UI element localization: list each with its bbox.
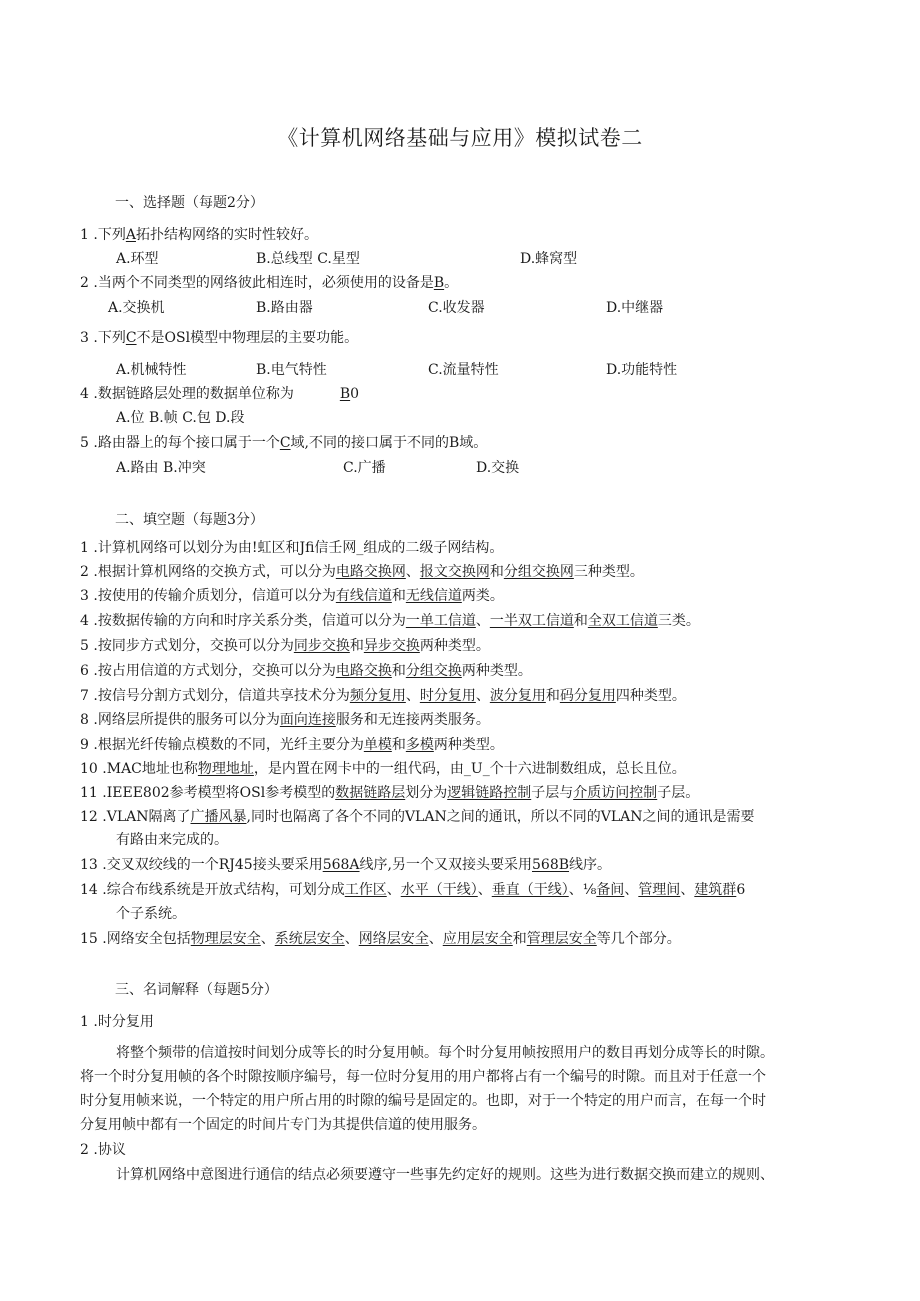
answer: 频分复用: [349, 688, 406, 704]
question-text: 不是OSl模型中物理层的主要功能。: [136, 330, 359, 346]
option: B.电气特性: [256, 362, 327, 378]
question-text: .按使用的传输介质划分，信道可以分为: [93, 588, 336, 604]
option: B.路由器: [256, 300, 313, 316]
question-text: 划分为: [405, 785, 448, 801]
answer: 时分复用: [419, 688, 476, 704]
question-text: .根据计算机网络的交换方式，可以分为: [93, 564, 336, 580]
question-text: 、: [428, 931, 443, 947]
fill-question-6: [80, 661, 532, 681]
question-number: 1: [80, 540, 89, 556]
question-text: 、: [680, 882, 695, 898]
question-text: .下列: [93, 330, 126, 346]
answer: 管理层安全: [526, 931, 597, 947]
question-number: 4: [80, 613, 89, 629]
option: C.广播: [343, 460, 386, 476]
answer: 单模: [363, 737, 392, 753]
question-number: 4: [80, 386, 89, 402]
question-text: .下列: [93, 227, 126, 243]
question-number: 2: [80, 1142, 89, 1158]
answer: 物理层安全: [190, 931, 261, 947]
term-paragraph-line: 分复用帧中都有一个固定的时间片专门为其提供信道的使用服务。: [80, 1117, 486, 1133]
question-text: .按同步方式划分，交换可以分为: [93, 638, 294, 654]
fill-question-3: [80, 586, 504, 606]
answer: 逻辑链路控制: [447, 785, 532, 801]
fill-question-7: [80, 686, 686, 706]
answer: 同步交换: [293, 638, 350, 654]
question-text: .网络安全包括: [102, 931, 191, 947]
answer: 多模: [405, 737, 434, 753]
question-text: .路由器上的每个接口属于一个: [93, 435, 280, 451]
question-text: .按信号分割方式划分，信道共享技术分为: [93, 688, 350, 704]
choice-question-3: [80, 328, 358, 348]
question-text: 、⅛: [568, 882, 597, 898]
answer: 网络层安全: [358, 931, 429, 947]
question-text: 和: [391, 663, 406, 679]
answer: 码分复用: [559, 688, 616, 704]
term-paragraph-line: 将一个时分复用帧的各个时隙按顺序编号，每一位时分复用的用户都将占有一个编号的时隙。而且对于任意一个: [80, 1069, 766, 1085]
question-number: 8: [80, 712, 89, 728]
fill-question-4: [80, 611, 700, 631]
answer: 水平（干线）: [400, 882, 478, 898]
question-number: 11: [80, 785, 98, 801]
term-2-heading: [80, 1140, 126, 1160]
choice-question-5: [80, 433, 487, 453]
section-heading-terms: 三、名词解释（每题5分）: [115, 982, 278, 998]
question-text: .按数据传输的方向和时序关系分类，信道可以分为: [93, 613, 406, 629]
question-text: .网络层所提供的服务可以分为: [93, 712, 280, 728]
answer: 物理地址: [197, 761, 254, 777]
question-text: 。: [444, 275, 459, 291]
question-text: 两种类型。: [419, 638, 490, 654]
question-text: 、: [405, 688, 420, 704]
answer: C: [279, 435, 291, 451]
answer: 568B: [532, 857, 570, 873]
fill-question-15: [80, 929, 681, 949]
question-continuation: 有路由来完成的。: [116, 832, 228, 848]
term-paragraph-line: 将整个频带的信道按时间划分成等长的时分复用帧。每个时分复用帧按照用户的数目再划分成等长的时隙。: [116, 1045, 774, 1061]
question-text: ，是内置在网卡中的一组代码，由_U_个十六进制数组成，总长且位。: [253, 761, 686, 777]
answer: C: [125, 330, 137, 346]
section-heading-fill: 二、填空题（每题3分）: [115, 512, 264, 528]
question-number: 15: [80, 931, 98, 947]
question-number: 6: [80, 663, 89, 679]
fill-question-13: [80, 855, 611, 875]
answer: 分组交换: [405, 663, 462, 679]
question-text: 、: [477, 882, 492, 898]
question-text: .按占用信道的方式划分，交换可以分为: [93, 663, 336, 679]
question-text: 、: [475, 688, 490, 704]
answer: 分组交换网: [503, 564, 574, 580]
answer: 应用层安全: [442, 931, 513, 947]
question-text: .MAC地址也称: [102, 761, 198, 777]
fill-question-10: [80, 759, 686, 779]
question-text: 和: [349, 638, 364, 654]
answer: 介质访问控制: [573, 785, 658, 801]
answer: 波分复用: [489, 688, 546, 704]
answer: 管理间: [638, 882, 681, 898]
answer: 建筑群: [694, 882, 737, 898]
question-text: 等几个部分。: [596, 931, 681, 947]
answer: A: [125, 227, 136, 243]
question-text: 子层与: [531, 785, 574, 801]
term-paragraph-line: 计算机网络中意图进行通信的结点必须要遵守一些事先约定好的规则。这些为进行数据交换而建立的规则、: [116, 1167, 774, 1183]
question-text: 和: [489, 564, 504, 580]
question-text: 和: [391, 588, 406, 604]
answer: 广播风暴: [190, 809, 247, 825]
answer: 电路交换网: [335, 564, 406, 580]
question-number: 9: [80, 737, 89, 753]
question-text: 域,不同的接口属于不同的B域。: [290, 435, 488, 451]
question-text: 线序,另一个又双接头要采用: [359, 857, 532, 873]
term-paragraph-line: 时分复用帧来说，一个特定的用户所占用的时隙的编号是固定的。也即，对于一个特定的用户而言，在每一个时: [80, 1093, 766, 1109]
fill-question-11: [80, 783, 699, 803]
question-text: .综合布线系统是开放式结构，可划分成: [102, 882, 345, 898]
question-text: 服务和无连接两类服务。: [335, 712, 490, 728]
answer: B: [433, 275, 445, 291]
question-number: 2: [80, 275, 89, 291]
question-text: 子层。: [657, 785, 700, 801]
choice-question-4: [80, 384, 359, 404]
question-text: 三种类型。: [573, 564, 644, 580]
term-1-heading: [80, 1012, 154, 1032]
option: D.蜂窝型: [520, 251, 578, 267]
question-number: 5: [80, 638, 89, 654]
option: D.中继器: [606, 300, 664, 316]
answer: 一单工信道: [405, 613, 476, 629]
question-number: 13: [80, 857, 98, 873]
answer: 异步交换: [363, 638, 420, 654]
answer: 垂直（干线）: [491, 882, 569, 898]
question-text: .IEEE802参考模型将OSl参考模型的: [102, 785, 336, 801]
option: A.环型: [116, 251, 159, 267]
question-text: 、: [344, 931, 359, 947]
option: D.功能特性: [606, 362, 678, 378]
option: A.位 B.帧 C.包 D.段: [116, 410, 245, 426]
question-text: 和: [573, 613, 588, 629]
question-number: 12: [80, 809, 98, 825]
question-text: 和: [545, 688, 560, 704]
question-number: 14: [80, 882, 98, 898]
choice-question-1: [80, 225, 318, 245]
question-number: 2: [80, 564, 89, 580]
fill-question-8: [80, 710, 490, 730]
section-heading-choice: 一、选择题（每题2分）: [115, 195, 264, 211]
answer: 面向连接: [279, 712, 336, 728]
fill-question-5: [80, 636, 490, 656]
question-text: .VLAN隔离了: [102, 809, 191, 825]
question-number: 7: [80, 688, 89, 704]
question-text: .根据光纤传输点模数的不同，光纤主要分为: [93, 737, 364, 753]
choice-question-2: [80, 273, 458, 293]
question-text: 、: [405, 564, 420, 580]
question-number: 10: [80, 761, 98, 777]
question-text: 和: [512, 931, 527, 947]
question-text: 两种类型。: [461, 663, 532, 679]
answer: 系统层安全: [274, 931, 345, 947]
question-text: .交叉双绞线的一个RJ45接头要采用: [102, 857, 323, 873]
option: B.总线型 C.星型: [256, 251, 360, 267]
answer: 数据链路层: [335, 785, 406, 801]
fill-question-1: [80, 538, 503, 558]
question-text: 四种类型。: [615, 688, 686, 704]
answer: 全双工信道: [587, 613, 658, 629]
page-title: 《计算机网络基础与应用》模拟试卷二: [277, 126, 643, 150]
fill-question-2: [80, 562, 644, 582]
term-label: .协议: [93, 1142, 126, 1158]
question-text: 两类。: [461, 588, 504, 604]
answer: 有线信道: [335, 588, 392, 604]
answer: 电路交换: [335, 663, 392, 679]
answer: 工作区: [344, 882, 387, 898]
question-text: 、: [624, 882, 639, 898]
fill-question-14: [80, 880, 745, 900]
question-text: 6: [736, 882, 746, 898]
question-text: ,同时也隔离了各个不同的VLAN之间的通讯，所以不同的VLAN之间的通讯是需要: [246, 809, 755, 825]
option: A.路由 B.冲突: [116, 460, 206, 476]
question-text: 0: [350, 386, 360, 402]
question-text: 和: [391, 737, 406, 753]
fill-question-12: [80, 807, 754, 827]
question-text: .数据链路层处理的数据单位称为: [93, 386, 294, 402]
answer: B: [339, 386, 351, 402]
option: A.机械特性: [116, 362, 187, 378]
question-number: 5: [80, 435, 89, 451]
question-text: 、: [475, 613, 490, 629]
question-number: 1: [80, 1014, 89, 1030]
question-number: 3: [80, 588, 89, 604]
option: A.交换机: [108, 300, 165, 316]
option: D.交换: [476, 460, 520, 476]
question-text: 拓扑结构网络的实时性较好。: [135, 227, 318, 243]
option: C.流量特性: [428, 362, 499, 378]
term-label: .时分复用: [93, 1014, 154, 1030]
answer: 无线信道: [405, 588, 462, 604]
question-text: 三类。: [657, 613, 700, 629]
fill-question-9: [80, 735, 504, 755]
question-text: 线序。: [569, 857, 612, 873]
question-number: 3: [80, 330, 89, 346]
question-text: 、: [386, 882, 401, 898]
answer: 一半双工信道: [489, 613, 574, 629]
answer: 备间: [596, 882, 625, 898]
question-continuation: 个子系统。: [116, 906, 186, 922]
question-number: 1: [80, 227, 89, 243]
answer: 报文交换网: [419, 564, 490, 580]
question-text: 、: [260, 931, 275, 947]
option: C.收发器: [428, 300, 485, 316]
answer: 568A: [322, 857, 360, 873]
question-text: .计算机网络可以划分为由!虹区和Jfi信壬网_组成的二级子网结构。: [93, 540, 504, 556]
question-text: .当两个不同类型的网络彼此相连时，必须使用的设备是: [93, 275, 434, 291]
question-text: 两种类型。: [433, 737, 504, 753]
